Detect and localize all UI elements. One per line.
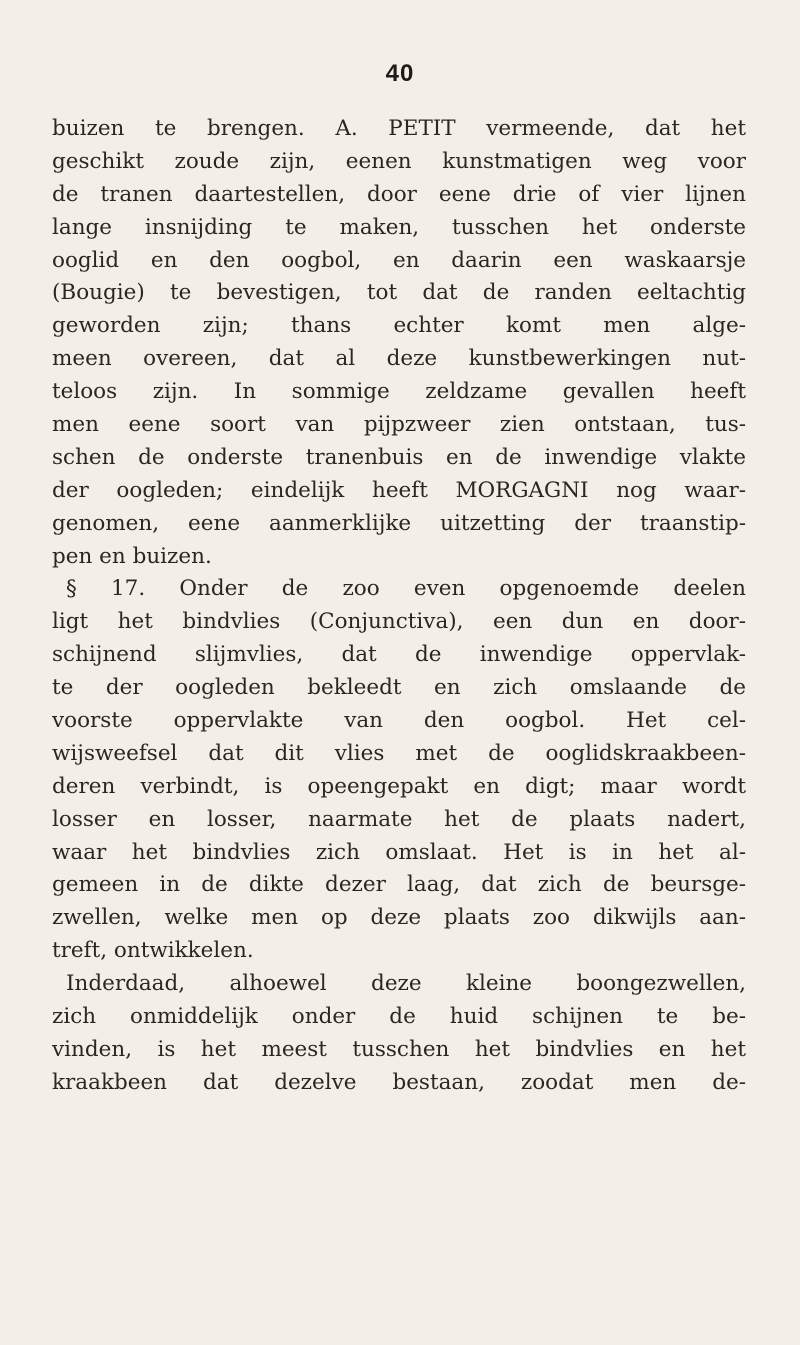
body-text (52, 113, 746, 1100)
text-line: losser en losser, naarmate het de plaats nadert, (52, 806, 746, 832)
text-line: de tranen daartestellen, door eene drie of vier lijnen (52, 181, 746, 207)
text-line: pen en buizen. (52, 543, 212, 569)
text-line: te der oogleden bekleedt en zich omslaande de (52, 675, 746, 701)
text-line: vinden, is het meest tusschen het bindvlies en het (52, 1036, 746, 1062)
text-line: geschikt zoude zijn, eenen kunstmatigen weg voor (52, 148, 746, 174)
text-line: voorste oppervlakte van den oogbol. Het cel- (52, 708, 746, 734)
page-number: 40 (385, 60, 415, 87)
text-line: schijnend slijmvlies, dat de inwendige oppervlak- (52, 642, 746, 668)
text-line: lange insnijding te maken, tusschen het onderste (52, 214, 746, 240)
text-line: schen de onderste tranenbuis en de inwendige vlakte (52, 444, 746, 470)
text-line: buizen te brengen. A. PETIT vermeende, dat het (52, 116, 746, 141)
text-line: meen overeen, dat al deze kunstbewerkingen nut- (52, 346, 746, 372)
text-line: genomen, eene aanmerklijke uitzetting der traanstip- (52, 510, 746, 536)
text-line: (Bougie) te bevestigen, tot dat de randen eeltachtig (52, 280, 746, 306)
text-line: men eene soort van pijpzweer zien ontstaan, tus- (52, 412, 746, 438)
text-line: treft, ontwikkelen. (52, 938, 254, 964)
text-line: waar het bindvlies zich omslaat. Het is in het al- (52, 839, 746, 865)
text-line: der oogleden; eindelijk heeft MORGAGNI nog waar- (52, 477, 746, 503)
text-line: zwellen, welke men op deze plaats zoo dikwijls aan- (52, 905, 746, 931)
text-line: zich onmiddelijk onder de huid schijnen te be- (52, 1004, 746, 1030)
text-line: § 17. Onder de zoo even opgenoemde deelen (66, 576, 746, 602)
text-line: wijsweefsel dat dit vlies met de ooglidskraakbeen- (52, 740, 746, 766)
text-line: ligt het bindvlies (Conjunctiva), een dun en door- (52, 609, 746, 635)
text-line: geworden zijn; thans echter komt men alge- (52, 313, 746, 339)
text-line: kraakbeen dat dezelve bestaan, zoodat men de- (52, 1069, 746, 1095)
text-line: teloos zijn. In sommige zeldzame gevallen heeft (52, 379, 746, 405)
text-line: ooglid en den oogbol, en daarin een waskaarsje (52, 247, 746, 273)
text-line: deren verbindt, is opeengepakt en digt; maar wordt (52, 773, 746, 799)
text-line: gemeen in de dikte dezer laag, dat zich de beursge- (52, 872, 746, 898)
text-line: Inderdaad, alhoewel deze kleine boongezwellen, (66, 971, 746, 997)
